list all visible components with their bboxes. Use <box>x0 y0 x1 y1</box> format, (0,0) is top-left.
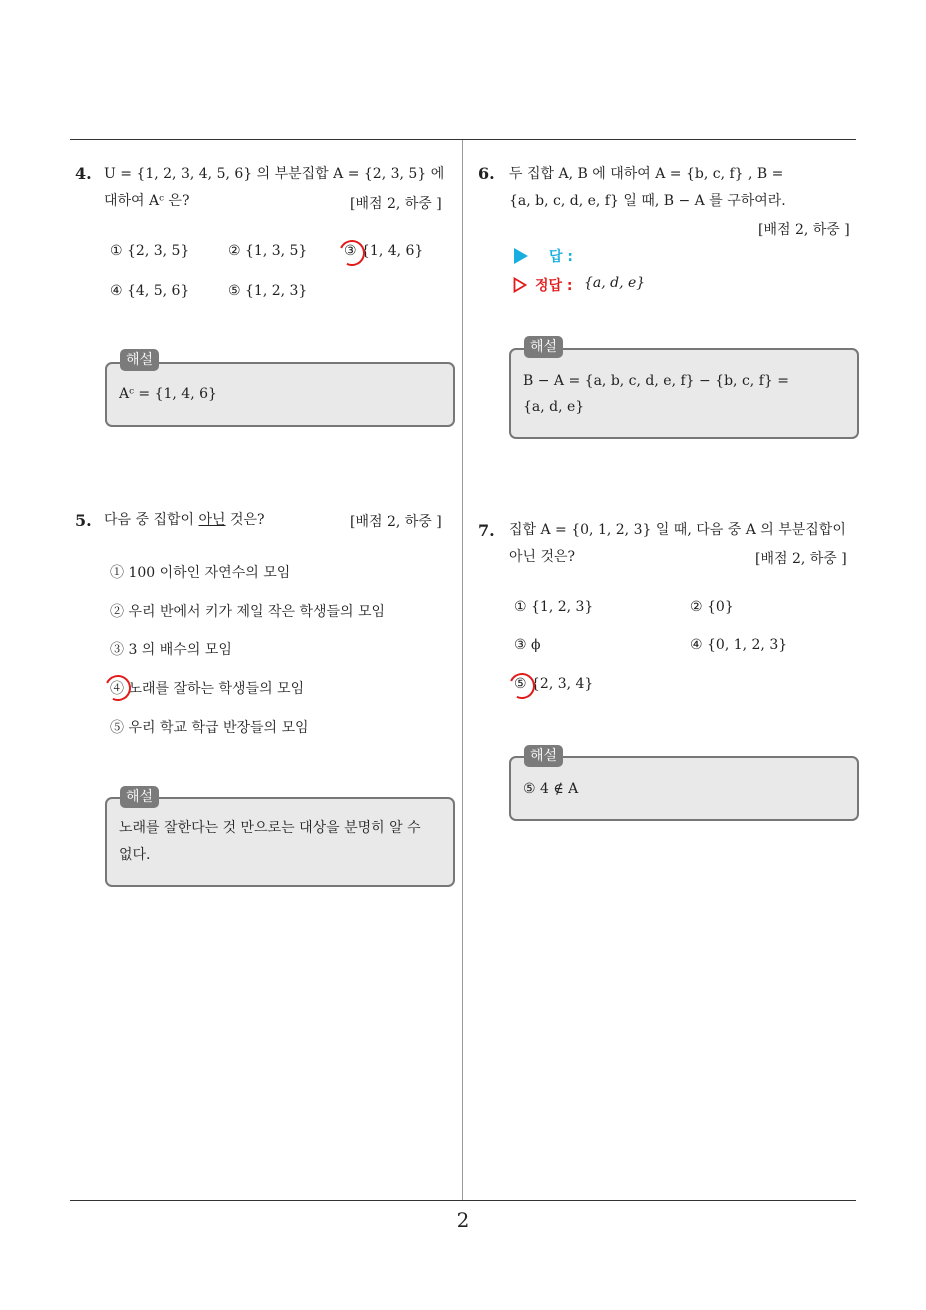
answer-circle-mark <box>335 236 368 269</box>
choice-2[interactable]: ② {0} <box>690 599 734 615</box>
explanation-tag: 해설 <box>120 786 159 808</box>
choice-5[interactable]: ⑤ {1, 2, 3} <box>228 283 308 299</box>
score-label: [배점 2, 하중 ] <box>350 196 442 212</box>
question-text-line2: {a, b, c, d, e, f} 일 때, B − A 를 구하여라. <box>509 193 786 209</box>
choice-2[interactable]: ② {1, 3, 5} <box>228 243 308 259</box>
explanation-box <box>105 362 455 427</box>
bottom-rule <box>70 1200 856 1201</box>
question-number: 7. <box>478 521 495 540</box>
correct-answer-label: 정답 : <box>535 278 573 294</box>
answer-circle-mark <box>101 671 134 704</box>
question-number: 6. <box>478 164 495 183</box>
choice-3[interactable]: ③ {1, 4, 6} <box>344 243 424 259</box>
question-text-line1: 집합 A = {0, 1, 2, 3} 일 때, 다음 중 A 의 부분집합이 <box>509 522 846 538</box>
explanation-box <box>105 797 455 887</box>
question-number: 4. <box>75 164 92 183</box>
explanation-text-line2: 없다. <box>119 847 151 863</box>
answer-label: 답 : <box>549 249 573 265</box>
explanation-text-line1: B − A = {a, b, c, d, e, f} − {b, c, f} = <box>523 373 789 389</box>
explanation-text-line2: {a, d, e} <box>523 399 585 415</box>
explanation-tag: 해설 <box>524 745 563 767</box>
explanation-text: Aᶜ = {1, 4, 6} <box>119 386 217 402</box>
choice-1[interactable]: ① {2, 3, 5} <box>110 243 190 259</box>
correct-answer-value: {a, d, e} <box>584 275 646 291</box>
choice-4[interactable]: ④ 노래를 잘하는 학생들의 모임 <box>110 681 305 697</box>
choice-3[interactable]: ③ 3 의 배수의 모임 <box>110 642 232 658</box>
play-triangle-icon <box>514 248 528 264</box>
question-text-line2: 대하여 Aᶜ 은? <box>104 193 190 209</box>
answer-circle-mark <box>505 669 538 702</box>
choice-4[interactable]: ④ {0, 1, 2, 3} <box>690 637 788 653</box>
question-text: 다음 중 집합이 아닌 것은? <box>104 512 265 528</box>
score-label: [배점 2, 하중 ] <box>755 551 847 567</box>
underlined-word: 아닌 <box>198 512 226 528</box>
top-rule <box>70 139 856 140</box>
choice-2[interactable]: ② 우리 반에서 키가 제일 작은 학생들의 모임 <box>110 604 386 620</box>
outline-triangle-icon <box>513 277 527 293</box>
score-label: [배점 2, 하중 ] <box>758 222 850 238</box>
column-divider <box>462 140 463 1200</box>
choice-1[interactable]: ① 100 이하인 자연수의 모임 <box>110 565 291 581</box>
explanation-tag: 해설 <box>524 336 563 358</box>
choice-3[interactable]: ③ ϕ <box>514 637 541 653</box>
explanation-box <box>509 348 859 439</box>
question-text-line1: 두 집합 A, B 에 대하여 A = {b, c, f} , B = <box>509 166 784 182</box>
explanation-box <box>509 756 859 821</box>
explanation-tag: 해설 <box>120 349 159 371</box>
choice-1[interactable]: ① {1, 2, 3} <box>514 599 594 615</box>
score-label: [배점 2, 하중 ] <box>350 514 442 530</box>
choice-5[interactable]: ⑤ 우리 학교 학급 반장들의 모임 <box>110 720 309 736</box>
choice-5[interactable]: ⑤ {2, 3, 4} <box>514 676 594 692</box>
question-text-line1: U = {1, 2, 3, 4, 5, 6} 의 부분집합 A = {2, 3, 5} 에 <box>104 166 445 182</box>
choice-4[interactable]: ④ {4, 5, 6} <box>110 283 190 299</box>
explanation-text-line1: 노래를 잘한다는 것 만으로는 대상을 분명히 알 수 <box>119 820 421 836</box>
question-number: 5. <box>75 511 92 530</box>
page-number: 2 <box>456 1208 470 1232</box>
explanation-text: ⑤ 4 ∉ A <box>523 781 579 797</box>
question-text-line2: 아닌 것은? <box>509 549 576 565</box>
